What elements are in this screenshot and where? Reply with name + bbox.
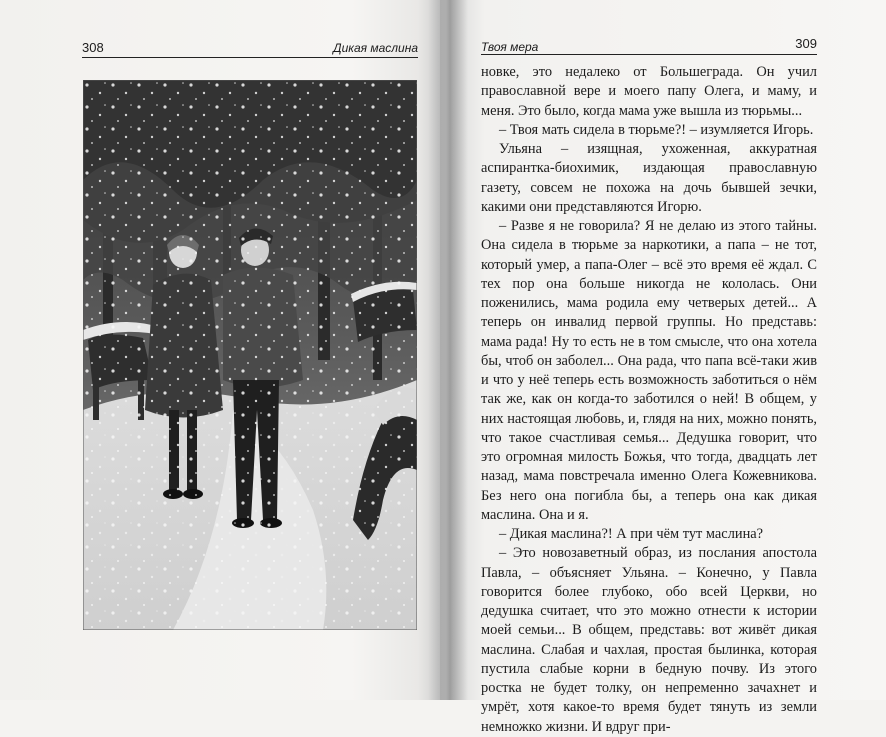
paragraph: – Твоя мать сидела в тюрьме?! – изумляется Игорь. <box>499 121 814 138</box>
left-page-header <box>82 40 418 60</box>
paragraph: новке, это недалеко от Большеграда. Он учил православной вере и моего папу Олега, и маму, и меня. Это было, когда мама уже вышла из тюрьмы... <box>481 64 817 119</box>
book-gutter <box>428 0 468 700</box>
running-title-right: Твоя мера <box>481 40 539 54</box>
running-title-left: Дикая маслина <box>333 41 418 55</box>
paragraph: Ульяна – изящная, ухоженная, аккуратная аспирантка-биохимик, издающая православную газету, совсем не похожа на дочь бывшей зечки, какими они представляются Игорю. <box>481 141 817 215</box>
page-number-left: 308 <box>82 40 104 55</box>
right-page-header <box>481 36 817 56</box>
paragraph: – Дикая маслина?! А при чём тут маслина? <box>499 526 764 542</box>
body-text <box>481 63 817 737</box>
left-page <box>0 0 440 700</box>
illustration-svg <box>83 80 417 630</box>
paragraph: – Разве я не говорила? Я не делаю из этого тайны. Она сидела в тюрьме за наркотики, а папа – не тот, который умер, а папа-Олег – всё это время её ждал. С тех пор она больше никогда не кололась. Они поженились, мама родила ему четверых детей... А теперь он инвалид первой группы. Но представь: мама рада! Ну то есть не в том смысле, что она хотела бы, чтоб он заболел... Она рада, что папа всё-таки жив и что у неё теперь есть возможность заботиться о нём так же, как он когда-то заботился о ней! В общем, у них настоящая любовь, и, глядя на них, можно понять, что такое счастливая семья... Дедушка говорит, что это огромная милость Божья, что тогда, двадцать лет назад, мама повстречала именно Олега Кожевникова. Без него она погибла бы, а теперь она как дикая маслина. Она и я. <box>481 218 817 523</box>
header-rule-left <box>82 57 418 58</box>
paragraph: – Это новозаветный образ, из послания апостола Павла, – объясняет Ульяна. – Конечно, у Павла говорится более глубоко, обо всей Церкви, но дедушка считает, что это можно отнести к истории моей семьи... В общем, представь: вот живёт дикая маслина. Слабая и чахлая, простая былинка, которая пустила слабые корни в бедную почву. Из этого ростка не будет толку, он непременно зачахнет и умрёт, хотя какое-то время будет тянуть из земли немножко жизни. И вдруг при- <box>481 545 817 735</box>
header-rule-right <box>481 54 817 55</box>
page-number-right: 309 <box>795 36 817 51</box>
winter-park-illustration <box>83 80 417 630</box>
